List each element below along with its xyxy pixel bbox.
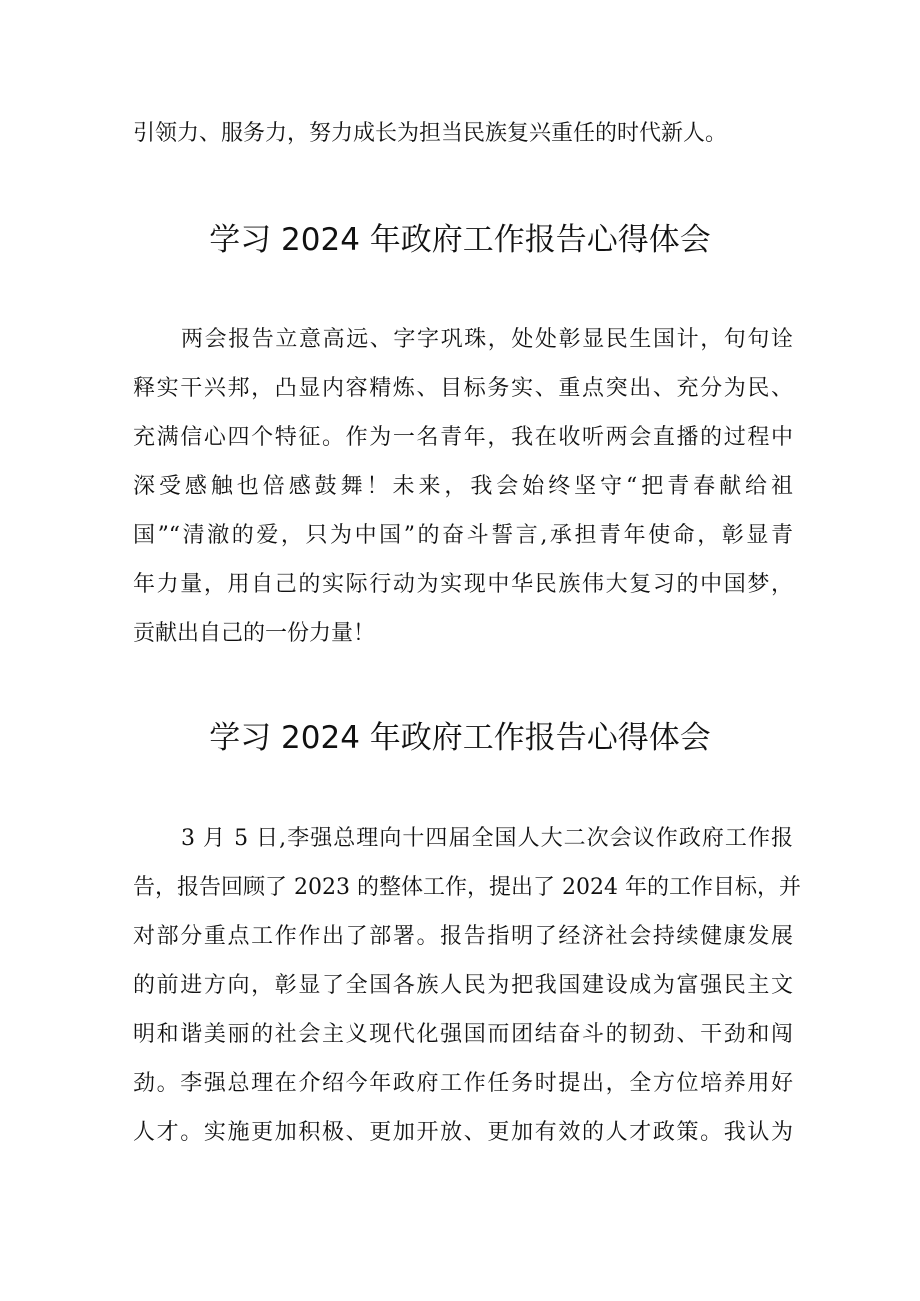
intro-tail-line-1: 引领力、服务力，努力成长为担当民族复兴重任的时代新人。 (133, 121, 728, 146)
section1-line-4: 深受感触也倍感鼓舞！未来，我会始终坚守“把青春献给祖 (133, 474, 793, 499)
section2-line-5: 明和谐美丽的社会主义现代化强国而团结奋斗的韧劲、干劲和闯 (133, 1022, 793, 1047)
section2-line-2: 告，报告回顾了 2023 的整体工作，提出了 2024 年的工作目标，并 (133, 875, 801, 900)
section1-title: 学习 2024 年政府工作报告心得体会 (209, 222, 711, 258)
section2-line-3: 对部分重点工作作出了部署。报告指明了经济社会持续健康发展 (133, 924, 793, 949)
section2-line-4: 的前进方向，彰显了全国各族人民为把我国建设成为富强民主文 (133, 973, 793, 998)
section1-line-2: 释实干兴邦，凸显内容精炼、目标务实、重点突出、充分为民、 (133, 376, 793, 401)
section1-line-3: 充满信心四个特征。作为一名青年，我在收听两会直播的过程中 (133, 425, 793, 450)
section2-line-7: 人才。实施更加积极、更加开放、更加有效的人才政策。我认为 (133, 1120, 793, 1145)
section1-line-7: 贡献出自己的一份力量！ (133, 621, 376, 646)
section1-line-5: 国”“清澈的爱，只为中国”的奋斗誓言,承担青年使命，彰显青 (133, 523, 793, 548)
section2-line-6: 劲。李强总理在介绍今年政府工作任务时提出，全方位培养用好 (133, 1071, 793, 1096)
section2-line-1: 3 月 5 日,李强总理向十四届全国人大二次会议作政府工作报 (181, 826, 793, 851)
section1-line-1: 两会报告立意高远、字字巩珠，处处彰显民生国计，句句诠 (181, 327, 793, 352)
section2-title: 学习 2024 年政府工作报告心得体会 (209, 720, 711, 756)
section1-line-6: 年力量，用自己的实际行动为实现中华民族伟大复习的中国梦， (133, 572, 793, 597)
